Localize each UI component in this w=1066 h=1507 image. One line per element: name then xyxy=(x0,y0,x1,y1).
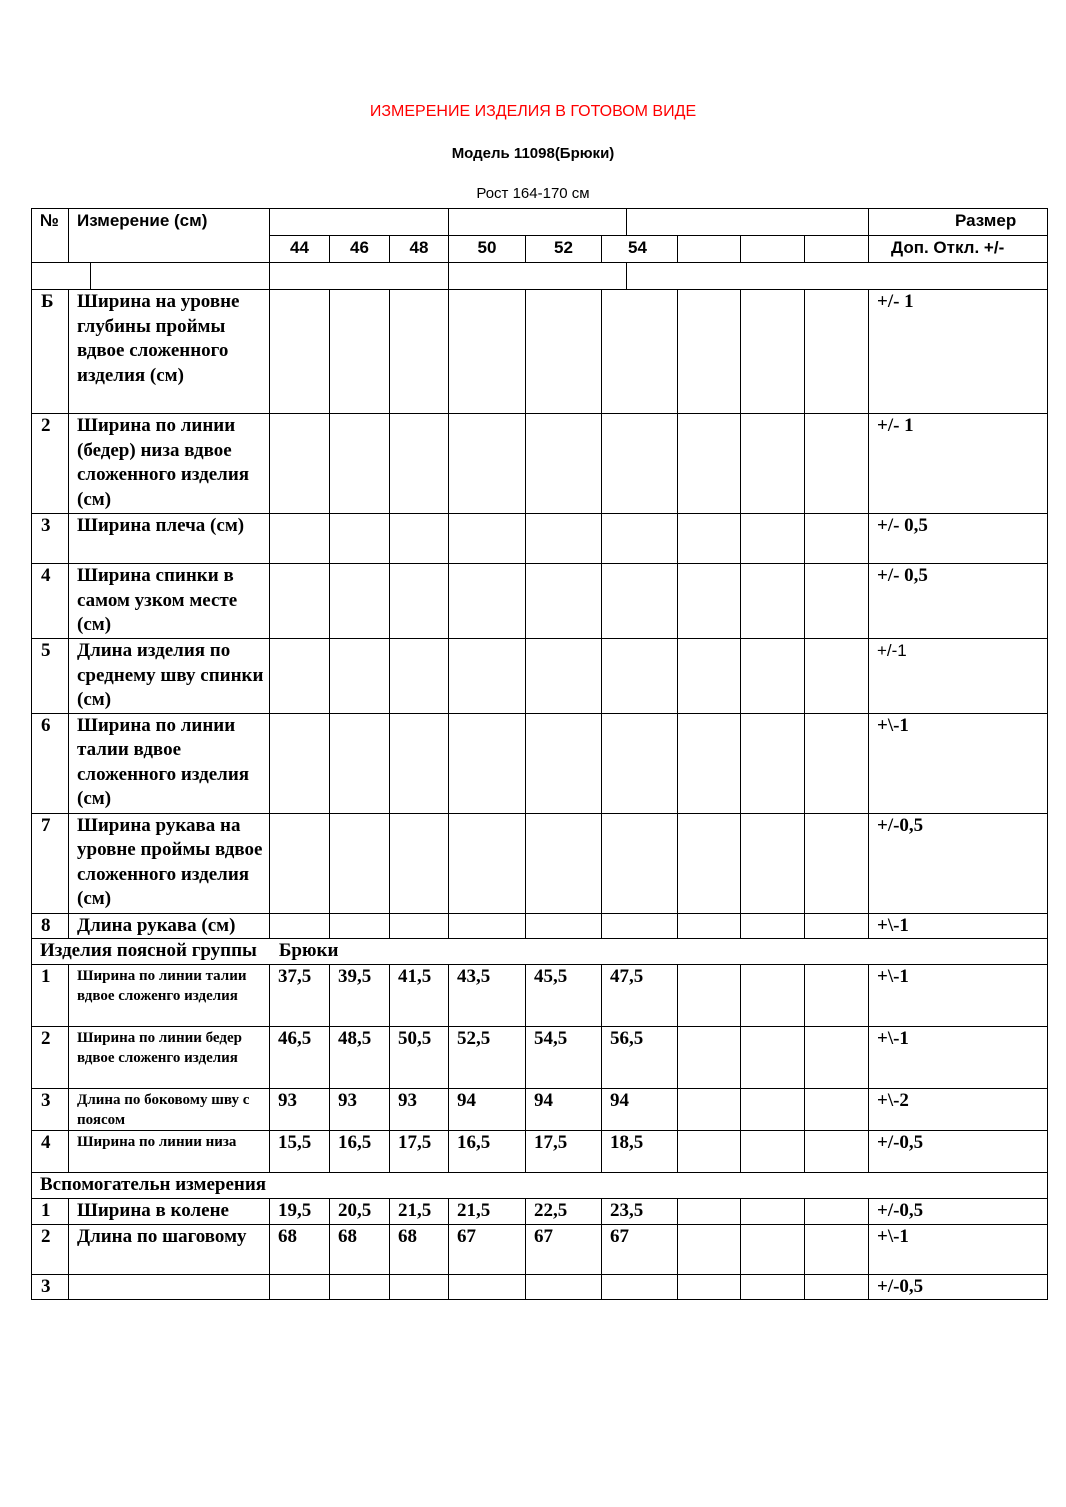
value-cell xyxy=(330,913,390,939)
tolerance-cell: +\-1 xyxy=(869,913,1048,939)
value-cell: 43,5 xyxy=(449,965,526,1027)
row-number: 2 xyxy=(32,1224,69,1274)
header-measure: Измерение (см) xyxy=(69,209,270,263)
table-row xyxy=(32,1199,1048,1225)
section-title-aux: Вспомогательн измерения xyxy=(32,1173,1048,1199)
spacer-row xyxy=(32,263,1048,290)
row-label xyxy=(69,1274,270,1300)
section-title-pants xyxy=(32,939,1048,965)
value-cell xyxy=(602,813,678,913)
row-label: Длина рукава (см) xyxy=(69,913,270,939)
row-label: Ширина в колене xyxy=(69,1199,270,1225)
table-row xyxy=(32,1027,1048,1089)
value-cell xyxy=(805,290,869,414)
value-cell xyxy=(805,1131,869,1173)
value-cell: 21,5 xyxy=(449,1199,526,1225)
value-cell: 93 xyxy=(270,1089,330,1131)
table-row xyxy=(32,965,1048,1027)
value-cell xyxy=(805,514,869,564)
value-cell xyxy=(449,713,526,813)
value-cell xyxy=(678,913,741,939)
value-cell xyxy=(390,713,449,813)
value-cell xyxy=(390,290,449,414)
empty-cell xyxy=(741,236,805,263)
value-cell xyxy=(602,564,678,639)
value-cell: 67 xyxy=(602,1224,678,1274)
value-cell xyxy=(270,414,330,514)
value-cell xyxy=(678,639,741,714)
value-cell: 47,5 xyxy=(602,965,678,1027)
value-cell xyxy=(449,639,526,714)
table-row xyxy=(32,1131,1048,1173)
value-cell xyxy=(678,1089,741,1131)
tolerance-cell: +/-0,5 xyxy=(869,813,1048,913)
value-cell xyxy=(330,1274,390,1300)
empty-cell xyxy=(270,263,449,290)
value-cell xyxy=(270,564,330,639)
value-cell xyxy=(741,1131,805,1173)
value-cell: 22,5 xyxy=(526,1199,602,1225)
empty-cell xyxy=(91,263,270,290)
row-label: Длина изделия по среднему шву спинки (см) xyxy=(69,639,270,714)
value-cell: 20,5 xyxy=(330,1199,390,1225)
value-cell xyxy=(602,913,678,939)
tolerance-cell: +/-0,5 xyxy=(869,1199,1048,1225)
value-cell xyxy=(526,639,602,714)
tolerance-cell: +/-0,5 xyxy=(869,1131,1048,1173)
table-row xyxy=(32,564,1048,639)
table-row xyxy=(32,713,1048,813)
row-label: Ширина по линии бедер вдвое сложенго изделия xyxy=(69,1027,270,1089)
value-cell xyxy=(390,564,449,639)
value-cell xyxy=(602,290,678,414)
tolerance-cell: +/-1 xyxy=(869,639,1048,714)
value-cell xyxy=(805,713,869,813)
row-label: Ширина по линии низа xyxy=(69,1131,270,1173)
row-number: 6 xyxy=(32,713,69,813)
value-cell: 45,5 xyxy=(526,965,602,1027)
value-cell xyxy=(330,414,390,514)
value-cell xyxy=(330,290,390,414)
value-cell xyxy=(741,1224,805,1274)
value-cell xyxy=(449,514,526,564)
value-cell xyxy=(805,564,869,639)
value-cell xyxy=(390,514,449,564)
value-cell xyxy=(270,639,330,714)
row-number: 8 xyxy=(32,913,69,939)
value-cell xyxy=(602,639,678,714)
tolerance-cell: +/- 0,5 xyxy=(869,514,1048,564)
value-cell xyxy=(805,1089,869,1131)
header-blank xyxy=(449,209,627,236)
tolerance-cell: +\-1 xyxy=(869,1224,1048,1274)
value-cell xyxy=(678,1131,741,1173)
section-header-row xyxy=(32,1173,1048,1199)
value-cell xyxy=(449,290,526,414)
value-cell: 52,5 xyxy=(449,1027,526,1089)
row-number: 3 xyxy=(32,514,69,564)
value-cell xyxy=(805,1027,869,1089)
value-cell xyxy=(526,713,602,813)
value-cell: 37,5 xyxy=(270,965,330,1027)
row-label: Ширина по линии талии вдвое сложенного изделия (см) xyxy=(69,713,270,813)
value-cell: 16,5 xyxy=(449,1131,526,1173)
section-title-item: Брюки xyxy=(278,940,339,961)
size-cell: 54 xyxy=(602,236,678,263)
row-number: 4 xyxy=(32,564,69,639)
value-cell xyxy=(678,414,741,514)
size-cell: 46 xyxy=(330,236,390,263)
table-row xyxy=(32,1089,1048,1131)
value-cell xyxy=(805,414,869,514)
tolerance-cell: +\-1 xyxy=(869,1027,1048,1089)
value-cell xyxy=(526,913,602,939)
header-tolerance: Доп. Откл. +/- xyxy=(869,236,1048,263)
value-cell xyxy=(678,1274,741,1300)
value-cell xyxy=(330,713,390,813)
section-title-group: Изделия поясной группы xyxy=(40,940,257,961)
value-cell xyxy=(330,639,390,714)
value-cell xyxy=(449,1274,526,1300)
empty-cell xyxy=(449,263,627,290)
value-cell xyxy=(602,713,678,813)
table-row xyxy=(32,913,1048,939)
value-cell xyxy=(678,290,741,414)
value-cell: 94 xyxy=(602,1089,678,1131)
tolerance-cell: +/- 0,5 xyxy=(869,564,1048,639)
value-cell xyxy=(526,290,602,414)
value-cell xyxy=(678,713,741,813)
header-blank xyxy=(270,209,449,236)
row-number: 7 xyxy=(32,813,69,913)
table-row xyxy=(32,639,1048,714)
value-cell xyxy=(741,813,805,913)
value-cell xyxy=(390,913,449,939)
table-row xyxy=(32,1274,1048,1300)
size-cell: 44 xyxy=(270,236,330,263)
size-cell: 48 xyxy=(390,236,449,263)
value-cell xyxy=(449,414,526,514)
header-size: Размер xyxy=(869,209,1048,236)
value-cell xyxy=(390,639,449,714)
row-number: 5 xyxy=(32,639,69,714)
value-cell xyxy=(805,1199,869,1225)
table-row xyxy=(32,1224,1048,1274)
value-cell xyxy=(678,1224,741,1274)
value-cell xyxy=(449,913,526,939)
value-cell xyxy=(330,813,390,913)
tolerance-cell: +/-0,5 xyxy=(869,1274,1048,1300)
value-cell xyxy=(741,913,805,939)
value-cell xyxy=(741,290,805,414)
document-title: ИЗМЕРЕНИЕ ИЗДЕЛИЯ В ГОТОВОМ ВИДЕ xyxy=(369,103,697,120)
value-cell: 50,5 xyxy=(390,1027,449,1089)
value-cell: 18,5 xyxy=(602,1131,678,1173)
empty-cell xyxy=(678,236,741,263)
row-label: Ширина спинки в самом узком месте (см) xyxy=(69,564,270,639)
table-row xyxy=(32,813,1048,913)
value-cell xyxy=(270,813,330,913)
value-cell xyxy=(805,639,869,714)
row-label: Длина по боковому шву с поясом xyxy=(69,1089,270,1131)
row-number: 1 xyxy=(32,965,69,1027)
row-number: 1 xyxy=(32,1199,69,1225)
row-label: Ширина плеча (см) xyxy=(69,514,270,564)
tolerance-cell: +\-2 xyxy=(869,1089,1048,1131)
value-cell xyxy=(805,813,869,913)
value-cell: 23,5 xyxy=(602,1199,678,1225)
value-cell xyxy=(678,564,741,639)
value-cell xyxy=(526,564,602,639)
value-cell xyxy=(741,1089,805,1131)
empty-cell xyxy=(805,236,869,263)
value-cell: 19,5 xyxy=(270,1199,330,1225)
value-cell xyxy=(270,713,330,813)
section-header-row xyxy=(32,939,1048,965)
value-cell: 94 xyxy=(526,1089,602,1131)
value-cell xyxy=(741,564,805,639)
value-cell xyxy=(526,414,602,514)
value-cell xyxy=(602,514,678,564)
value-cell xyxy=(741,639,805,714)
value-cell xyxy=(270,913,330,939)
value-cell: 68 xyxy=(330,1224,390,1274)
value-cell: 17,5 xyxy=(390,1131,449,1173)
value-cell: 56,5 xyxy=(602,1027,678,1089)
value-cell: 48,5 xyxy=(330,1027,390,1089)
row-number: Б xyxy=(32,290,69,414)
header-blank xyxy=(627,209,869,236)
row-label: Ширина по линии (бедер) низа вдвое сложенного изделия (см) xyxy=(69,414,270,514)
value-cell: 21,5 xyxy=(390,1199,449,1225)
row-label: Ширина рукава на уровне проймы вдвое сложенного изделия (см) xyxy=(69,813,270,913)
row-number: 2 xyxy=(32,414,69,514)
value-cell xyxy=(330,514,390,564)
value-cell xyxy=(741,414,805,514)
value-cell xyxy=(805,965,869,1027)
tolerance-cell: +/- 1 xyxy=(869,414,1048,514)
value-cell xyxy=(526,514,602,564)
value-cell: 46,5 xyxy=(270,1027,330,1089)
value-cell xyxy=(602,1274,678,1300)
row-number: 3 xyxy=(32,1089,69,1131)
value-cell: 16,5 xyxy=(330,1131,390,1173)
value-cell: 68 xyxy=(390,1224,449,1274)
table-row xyxy=(32,290,1048,414)
value-cell: 68 xyxy=(270,1224,330,1274)
value-cell xyxy=(678,1027,741,1089)
row-label: Длина по шаговому xyxy=(69,1224,270,1274)
value-cell xyxy=(390,1274,449,1300)
value-cell xyxy=(449,564,526,639)
empty-cell xyxy=(627,263,1048,290)
value-cell xyxy=(390,414,449,514)
value-cell xyxy=(449,813,526,913)
table-row xyxy=(32,514,1048,564)
value-cell: 41,5 xyxy=(390,965,449,1027)
value-cell xyxy=(678,965,741,1027)
row-label: Ширина по линии талии вдвое сложенго изделия xyxy=(69,965,270,1027)
value-cell xyxy=(741,713,805,813)
value-cell xyxy=(330,564,390,639)
value-cell xyxy=(741,1199,805,1225)
value-cell xyxy=(270,514,330,564)
value-cell: 93 xyxy=(390,1089,449,1131)
value-cell xyxy=(741,1274,805,1300)
value-cell xyxy=(805,1274,869,1300)
row-label: Ширина на уровне глубины проймы вдвое сложенного изделия (см) xyxy=(69,290,270,414)
value-cell xyxy=(741,965,805,1027)
value-cell xyxy=(526,813,602,913)
row-number: 2 xyxy=(32,1027,69,1089)
table-row xyxy=(32,414,1048,514)
value-cell: 93 xyxy=(330,1089,390,1131)
measurement-table xyxy=(31,208,1048,1300)
value-cell: 54,5 xyxy=(526,1027,602,1089)
value-cell xyxy=(526,1274,602,1300)
row-number: 3 xyxy=(32,1274,69,1300)
value-cell: 94 xyxy=(449,1089,526,1131)
value-cell xyxy=(390,813,449,913)
row-number: 4 xyxy=(32,1131,69,1173)
value-cell: 67 xyxy=(449,1224,526,1274)
value-cell xyxy=(678,1199,741,1225)
value-cell xyxy=(805,1224,869,1274)
size-cell: 50 xyxy=(449,236,526,263)
height-range: Рост 164-170 см xyxy=(476,185,590,202)
tolerance-cell: +\-1 xyxy=(869,965,1048,1027)
value-cell: 67 xyxy=(526,1224,602,1274)
header-num: № xyxy=(32,209,69,263)
value-cell: 15,5 xyxy=(270,1131,330,1173)
tolerance-cell: +/- 1 xyxy=(869,290,1048,414)
value-cell xyxy=(678,813,741,913)
size-cell: 52 xyxy=(526,236,602,263)
value-cell xyxy=(270,1274,330,1300)
value-cell xyxy=(741,1027,805,1089)
value-cell xyxy=(805,913,869,939)
value-cell xyxy=(602,414,678,514)
model-name: Модель 11098(Брюки) xyxy=(451,145,615,162)
tolerance-cell: +\-1 xyxy=(869,713,1048,813)
value-cell: 39,5 xyxy=(330,965,390,1027)
value-cell xyxy=(741,514,805,564)
value-cell: 17,5 xyxy=(526,1131,602,1173)
value-cell xyxy=(270,290,330,414)
header-row-1 xyxy=(32,209,1048,236)
value-cell xyxy=(678,514,741,564)
empty-cell xyxy=(32,263,91,290)
